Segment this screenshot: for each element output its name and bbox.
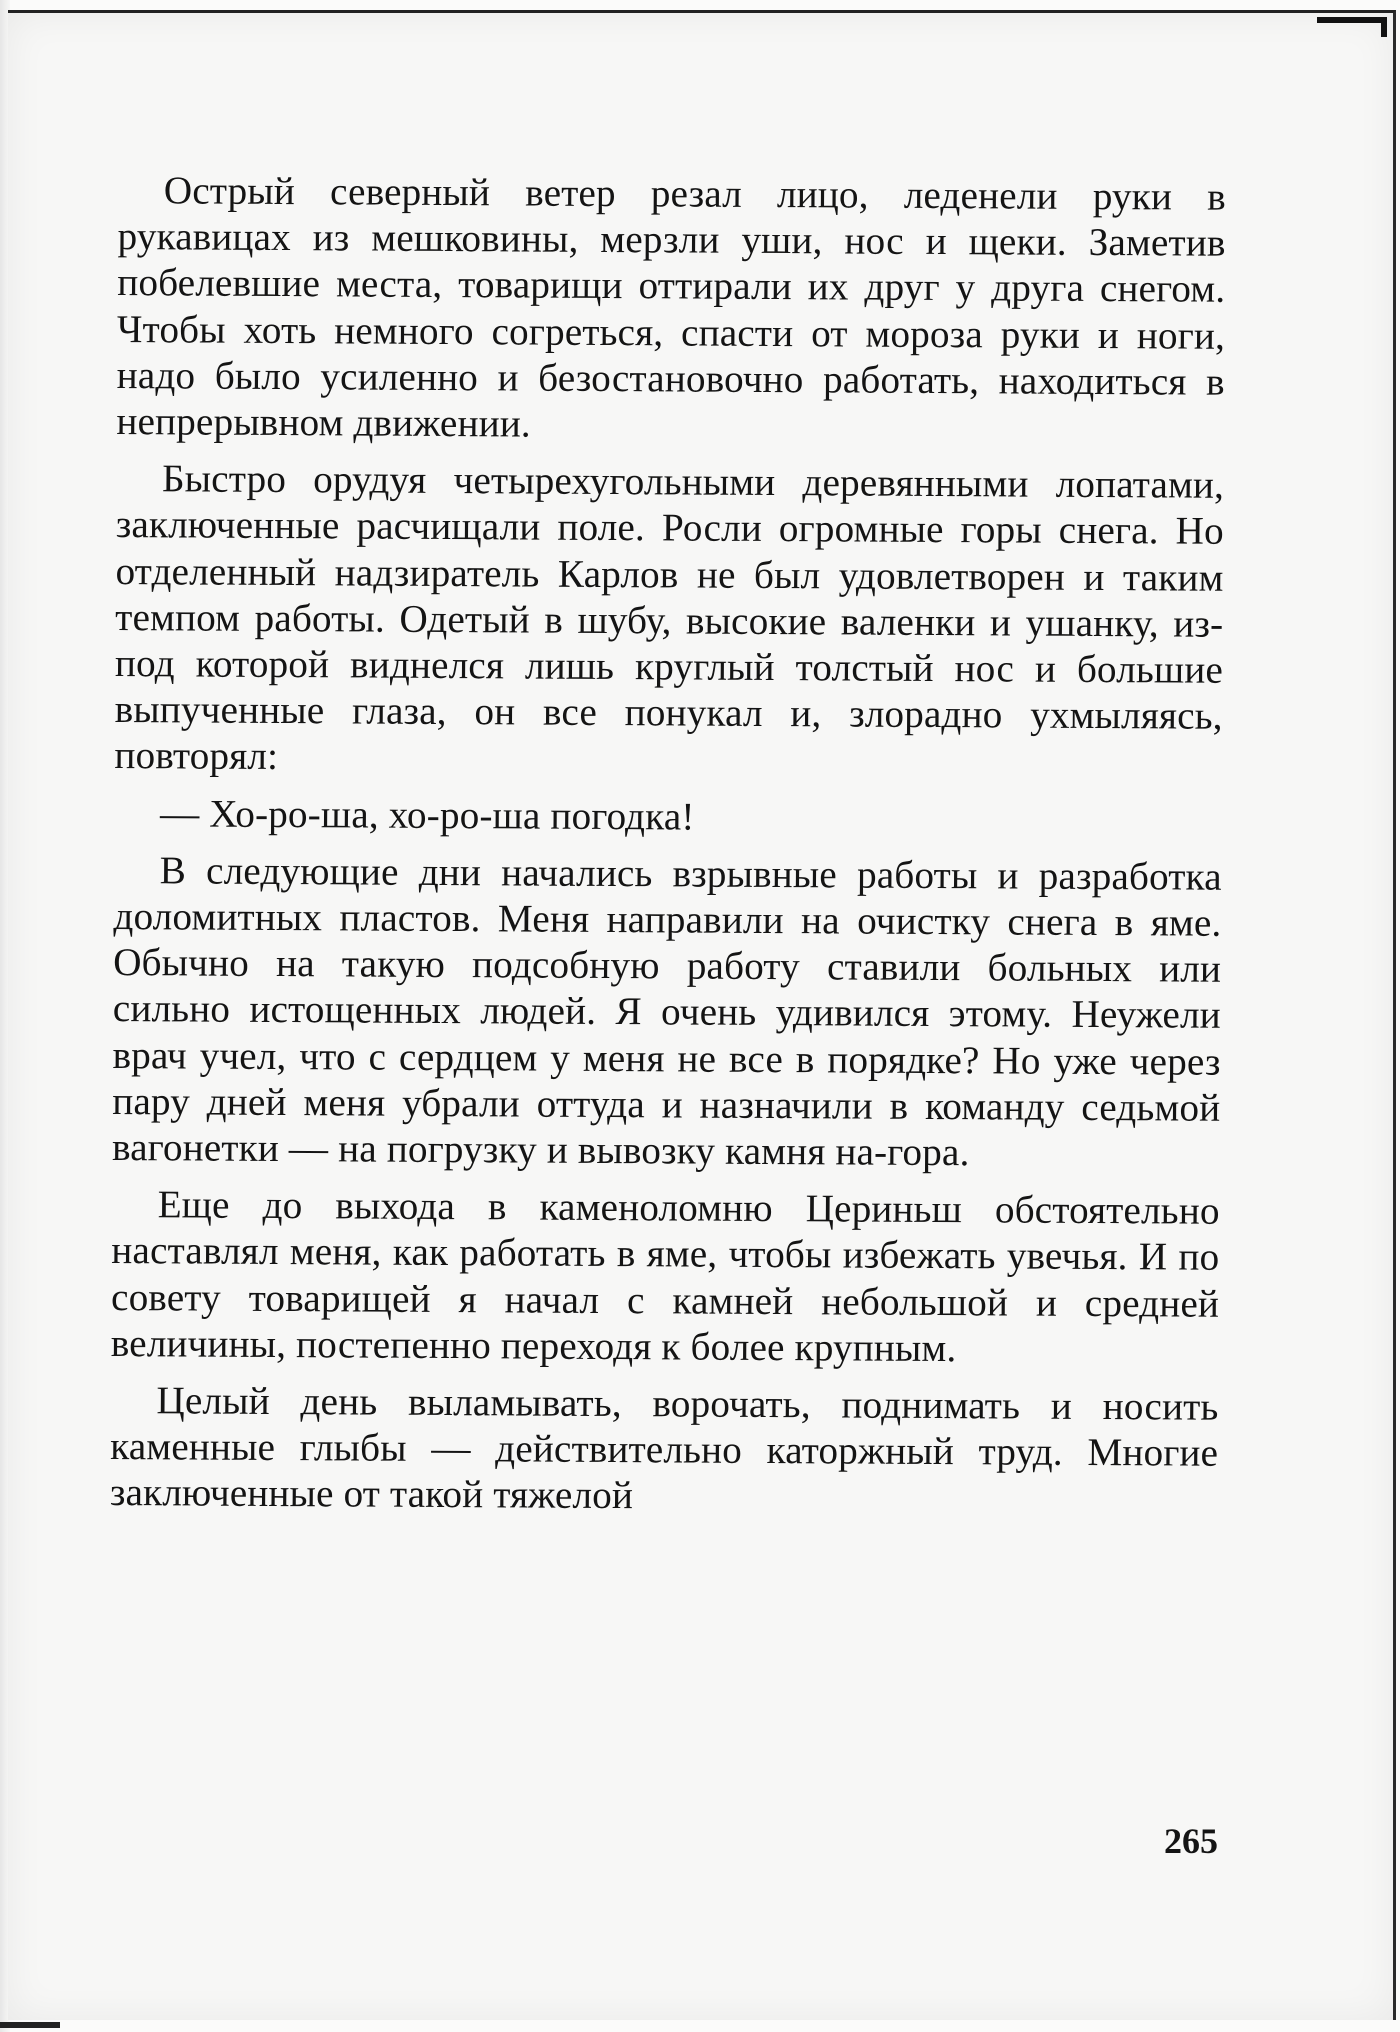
paragraph: Еще до выхода в каменоломню Цериньш обстоятельно наставлял меня, как работать в яме, чтобы избежать увечья. И по совету товарищей я начал с камней небольшой и средней величины, постепенно переходя к более крупным. bbox=[110, 1183, 1220, 1371]
body-text bbox=[110, 168, 1226, 1534]
page-number: 265 bbox=[1164, 1821, 1218, 1861]
paragraph: Острый северный ветер резал лицо, леденели руки в рукавицах из мешковины, мерзли уши, нос и щеки. Заметив побелевшие места, товарищи оттирали их друг у друга снегом. Чтобы хоть немного согреться, спасти от мороза руки и ноги, надо было усиленно и безостановочно работать, находиться в непрерывном движении. bbox=[116, 169, 1226, 446]
scan-bottom-mark bbox=[0, 2022, 60, 2028]
dialogue-line: — Хо-ро-ша, хо-ро-ша погодка! bbox=[159, 791, 695, 839]
paragraph: Быстро орудуя четырехугольными деревянными лопатами, заключенные расчищали поле. Росли огромные горы снега. Но отделенный надзиратель Карлов не был удовлетворен и таким темпом работы. Одетый в шубу, высокие валенки и ушанку, из-под которой виднелся лишь круглый толстый нос и большие выпученные глаза, он все понукал и, злорадно ухмыляясь, повторял: bbox=[114, 457, 1225, 779]
scan-corner-mark bbox=[1317, 17, 1387, 37]
paragraph: В следующие дни начались взрывные работы и разработка доломитных пластов. Меня направили на очистку снега в яме. Обычно на такую подсобную работу ставили больных или сильно истощенных людей. Я очень удивился этому. Неужели врач учел, что с сердцем у меня не все в порядке? Но уже через пару дней меня убрали оттуда и назначили в команду седьмой вагонетки — на погрузку и вывозку камня на-гора. bbox=[111, 849, 1222, 1175]
paragraph: Целый день выламывать, ворочать, поднимать и носить каменные глыбы — действительно каторжный труд. Многие заключенные от такой тяжелой bbox=[109, 1379, 1219, 1518]
